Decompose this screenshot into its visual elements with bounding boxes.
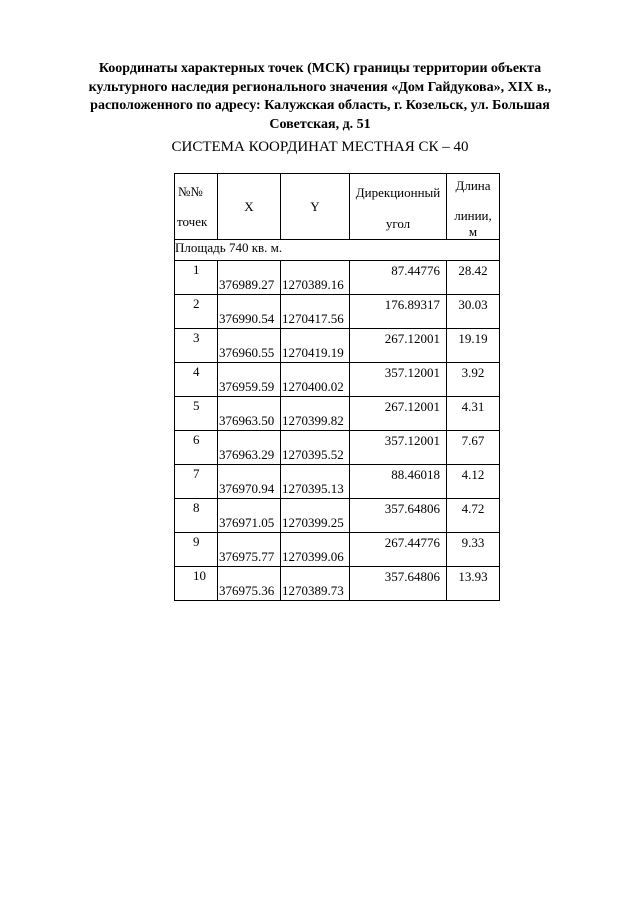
x-cell: 376975.77 <box>218 533 281 567</box>
header-y: Y <box>281 174 350 240</box>
line-length-cell: 13.93 <box>447 567 500 601</box>
line-length-cell: 19.19 <box>447 329 500 363</box>
y-cell: 1270399.82 <box>281 397 350 431</box>
header-len-line2: линии, <box>454 208 492 223</box>
point-number-cell: 10 <box>175 567 218 601</box>
header-len-line3: м <box>468 224 478 239</box>
point-number-cell: 4 <box>175 363 218 397</box>
y-cell: 1270389.73 <box>281 567 350 601</box>
table-row <box>175 397 500 431</box>
y-cell: 1270399.25 <box>281 499 350 533</box>
direction-angle-cell: 267.12001 <box>350 397 447 431</box>
direction-angle-cell: 357.12001 <box>350 431 447 465</box>
header-dir-line1: Дирекционный <box>355 185 441 200</box>
table-header-row <box>175 174 500 240</box>
direction-angle-cell: 267.12001 <box>350 329 447 363</box>
table-row <box>175 567 500 601</box>
title-line-3: расположенного по адресу: Калужская область, г. Козельск, ул. Большая <box>90 98 550 113</box>
coordinates-table <box>174 173 500 601</box>
header-num-line2: точек <box>177 214 208 229</box>
x-cell: 376975.36 <box>218 567 281 601</box>
y-cell: 1270395.52 <box>281 431 350 465</box>
y-cell: 1270399.06 <box>281 533 350 567</box>
point-number-cell: 1 <box>175 261 218 295</box>
table-row <box>175 499 500 533</box>
table-row <box>175 465 500 499</box>
header-direction-angle <box>350 174 447 240</box>
point-number-cell: 3 <box>175 329 218 363</box>
title-line-1: Координаты характерных точек (МСК) границы территории объекта <box>98 61 542 76</box>
table-row <box>175 295 500 329</box>
header-x: X <box>218 174 281 240</box>
x-cell: 376990.54 <box>218 295 281 329</box>
point-number-cell: 8 <box>175 499 218 533</box>
point-number-cell: 9 <box>175 533 218 567</box>
x-cell: 376959.59 <box>218 363 281 397</box>
table-row <box>175 329 500 363</box>
line-length-cell: 4.12 <box>447 465 500 499</box>
header-point-number <box>175 174 218 240</box>
header-len-line1: Длина <box>455 178 491 193</box>
y-cell: 1270389.16 <box>281 261 350 295</box>
point-number-cell: 5 <box>175 397 218 431</box>
line-length-cell: 4.72 <box>447 499 500 533</box>
title-line-4: Советская, д. 51 <box>269 116 371 132</box>
x-cell: 376963.50 <box>218 397 281 431</box>
x-cell: 376963.29 <box>218 431 281 465</box>
table-row <box>175 261 500 295</box>
line-length-cell: 30.03 <box>447 295 500 329</box>
table-row <box>175 533 500 567</box>
direction-angle-cell: 267.44776 <box>350 533 447 567</box>
point-number-cell: 2 <box>175 295 218 329</box>
document-title <box>60 60 580 134</box>
header-dir-line2: угол <box>385 216 411 231</box>
y-cell: 1270395.13 <box>281 465 350 499</box>
x-cell: 376960.55 <box>218 329 281 363</box>
coordinate-system-label: СИСТЕМА КООРДИНАТ МЕСТНАЯ СК – 40 <box>171 139 469 155</box>
direction-angle-cell: 357.64806 <box>350 499 447 533</box>
point-number-cell: 7 <box>175 465 218 499</box>
y-cell: 1270417.56 <box>281 295 350 329</box>
area-value: Площадь 740 кв. м. <box>175 240 500 261</box>
header-num-line1: №№ <box>178 184 203 199</box>
title-line-2: культурного наследия регионального значения «Дом Гайдукова», XIX в., <box>88 79 552 95</box>
direction-angle-cell: 357.12001 <box>350 363 447 397</box>
x-cell: 376970.94 <box>218 465 281 499</box>
x-cell: 376971.05 <box>218 499 281 533</box>
point-number-cell: 6 <box>175 431 218 465</box>
y-cell: 1270419.19 <box>281 329 350 363</box>
line-length-cell: 28.42 <box>447 261 500 295</box>
table-row <box>175 363 500 397</box>
line-length-cell: 4.31 <box>447 397 500 431</box>
direction-angle-cell: 357.64806 <box>350 567 447 601</box>
y-cell: 1270400.02 <box>281 363 350 397</box>
x-cell: 376989.27 <box>218 261 281 295</box>
direction-angle-cell: 176.89317 <box>350 295 447 329</box>
area-row <box>175 240 500 261</box>
line-length-cell: 7.67 <box>447 431 500 465</box>
direction-angle-cell: 87.44776 <box>350 261 447 295</box>
line-length-cell: 9.33 <box>447 533 500 567</box>
line-length-cell: 3.92 <box>447 363 500 397</box>
header-line-length <box>447 174 500 240</box>
direction-angle-cell: 88.46018 <box>350 465 447 499</box>
table-row <box>175 431 500 465</box>
